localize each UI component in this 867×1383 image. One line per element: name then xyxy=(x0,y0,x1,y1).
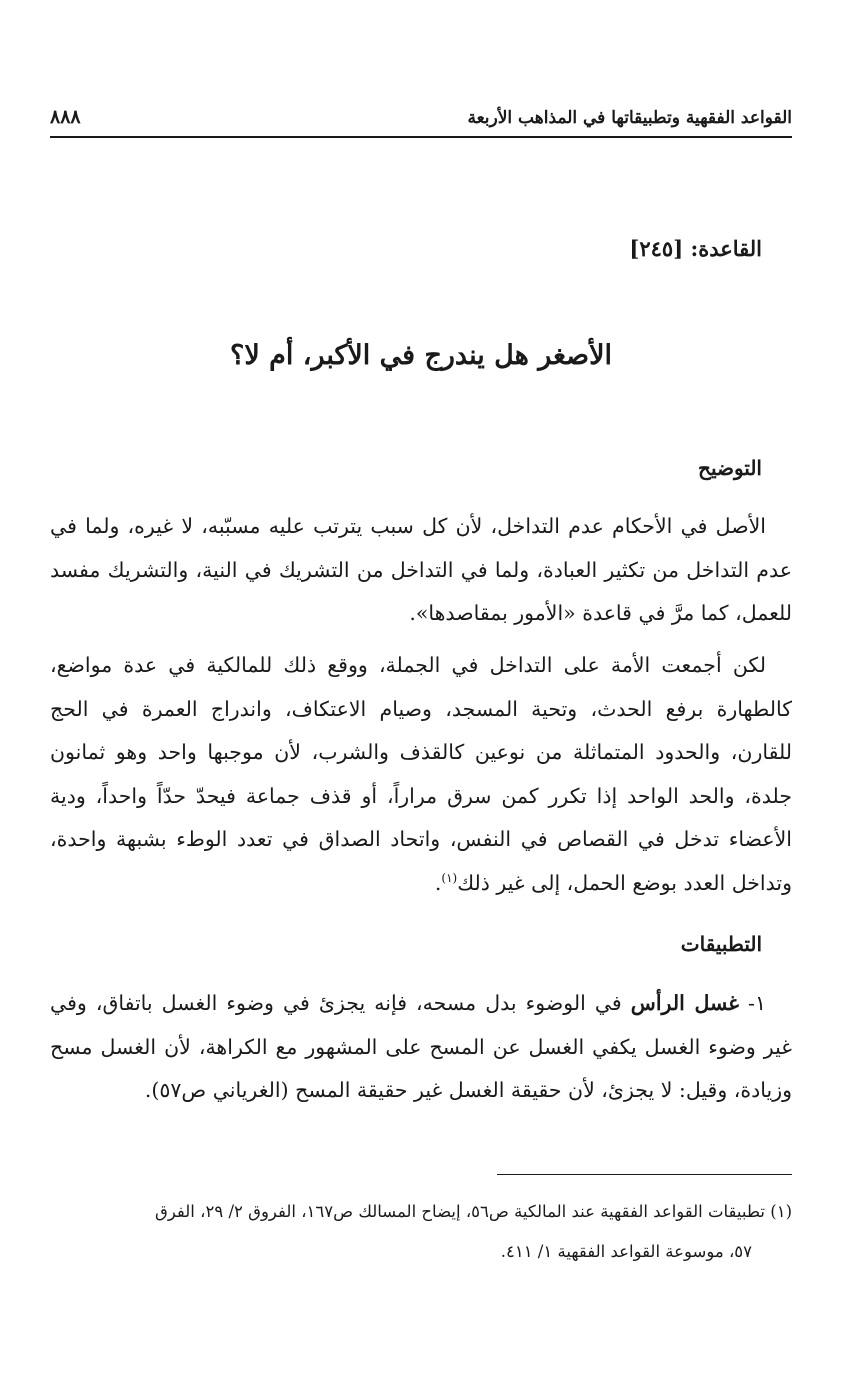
running-header xyxy=(50,100,792,138)
section-heading-explanation: التوضيح xyxy=(698,456,762,480)
footnote-line-2: ٥٧، موسوعة القواعد الفقهية ١/ ٤١١. xyxy=(500,1242,752,1261)
footnote-marker: (١) xyxy=(770,1202,792,1221)
explanation-paragraph-2 xyxy=(50,644,792,905)
explanation-paragraph-1-text: الأصل في الأحكام عدم التداخل، لأن كل سبب يترتب عليه مسبّبه، لا غيره، ولما في عدم التداخل من تكثير العبادة، ولما في التداخل من التشريك في النية، والتشريك مفسد للعمل، كما مرَّ في قاعدة «الأمور بمقاصدها». xyxy=(50,514,792,625)
application-item-lead: غسل الرأس xyxy=(630,991,739,1015)
application-item-number: ١- xyxy=(748,991,766,1015)
footnote-divider xyxy=(497,1174,792,1175)
footnote-line-1: تطبيقات القواعد الفقهية عند المالكية ص٥٦، إيضاح المسالك ص١٦٧، الفروق ٢/ ٢٩، الفرق xyxy=(155,1202,765,1221)
footnote-1 xyxy=(50,1192,792,1272)
explanation-paragraph-2-text: لكن أجمعت الأمة على التداخل في الجملة، ووقع ذلك للمالكية في عدة مواضع، كالطهارة برفع الحدث، وتحية المسجد، وصيام الاعتكاف، واندراج العمرة في الحج للقارن، والحدود المتماثلة من نوعين كالقذف والشرب، لأن موجبها واحد وهو ثمانون جلدة، والحد الواحد إذا تكرر كمن سرق مراراً، أو قذف جماعة فيحدّ حدّاً واحداً، ودية الأعضاء تدخل في القصاص في النفس، واتحاد الصداق في تعدد الوطء بشبهة واحدة، وتداخل العدد بوضع الحمل، إلى غير ذلك xyxy=(50,653,792,895)
running-title: القواعد الفقهية وتطبيقاتها في المذاهب الأربعة xyxy=(467,108,792,128)
page-number: ٨٨٨ xyxy=(50,106,81,128)
application-item-1 xyxy=(50,982,792,1113)
paragraph-2-end: . xyxy=(434,870,442,895)
explanation-paragraph-1 xyxy=(50,505,792,636)
footnote-reference: (١) xyxy=(441,870,458,885)
application-item-text: في الوضوء بدل مسحه، فإنه يجزئ في وضوء الغسل باتفاق، وفي غير وضوء الغسل يكفي الغسل عن المسح على المشهور مع الكراهة، لأن الغسل مسح وزيادة، وقيل: لا يجزئ، لأن حقيقة الغسل غير حقيقة المسح (الغرياني ص٥٧). xyxy=(50,991,792,1102)
section-heading-applications: التطبيقات xyxy=(680,932,762,956)
rule-heading xyxy=(629,236,762,261)
rule-label: القاعدة: xyxy=(690,236,762,261)
rule-number: [٢٤٥] xyxy=(629,236,684,261)
rule-title: الأصغر هل يندرج في الأكبر، أم لا؟ xyxy=(229,340,612,371)
